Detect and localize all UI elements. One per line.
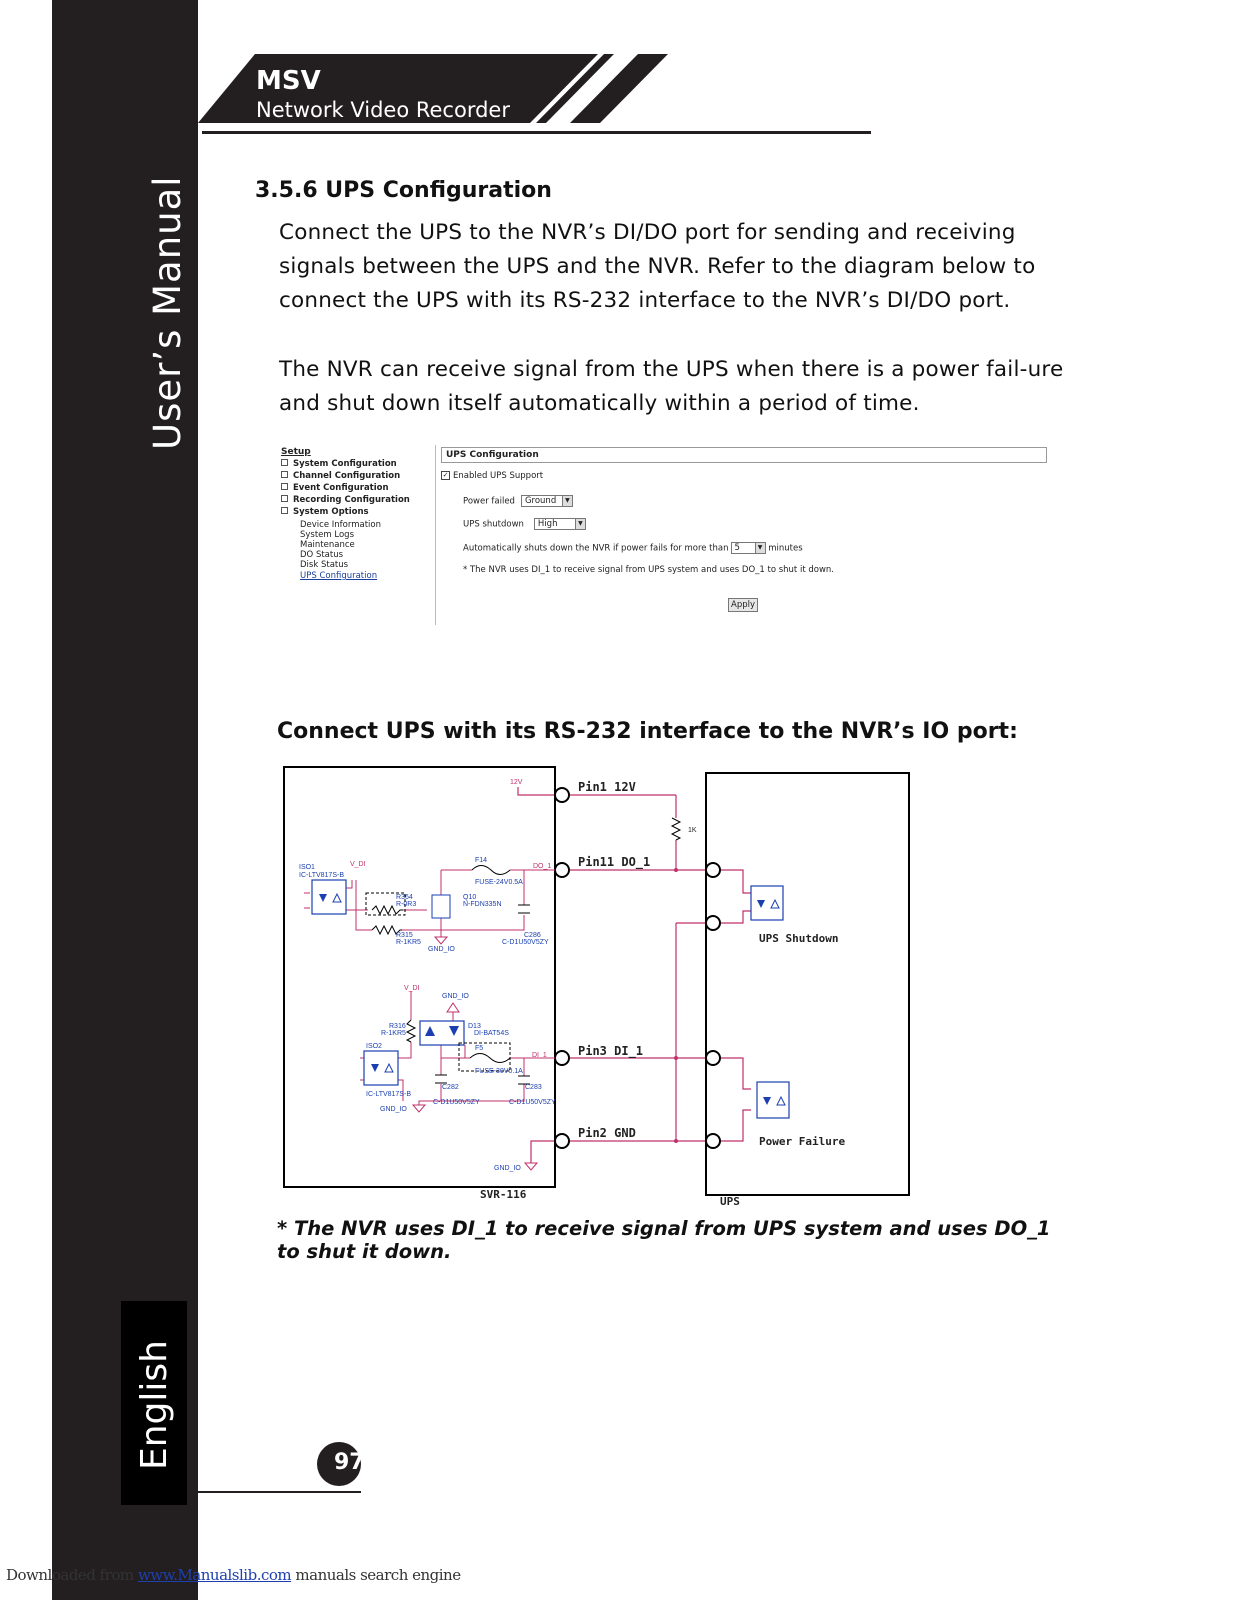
ups-note: * The NVR uses DI_1 to receive signal from UPS system and uses DO_1 to shut it down. — [463, 565, 835, 575]
r364-value: R-0R3 — [396, 901, 417, 908]
product-name: Network Video Recorder — [256, 98, 510, 122]
chevron-down-icon: ▼ — [562, 496, 572, 506]
chevron-down-icon: ▼ — [755, 543, 765, 553]
iso2-part-label: IC-LTV817S-B — [366, 1091, 411, 1098]
r364-label: R364 — [396, 894, 413, 901]
ups-shutdown-select[interactable]: High ▼ — [534, 518, 586, 530]
download-footer — [6, 1566, 461, 1584]
expand-icon — [281, 471, 288, 478]
di1-net-label: DI_1 — [532, 1052, 547, 1059]
f14-value: FUSE-24V0.5A — [475, 879, 523, 886]
iso1-part-label: IC-LTV817S-B — [299, 872, 344, 879]
footer-suffix: manuals search engine — [295, 1566, 461, 1584]
footnote: * The NVR uses DI_1 to receive signal from UPS system and uses DO_1 to shut it down. — [277, 1217, 1051, 1263]
nvr-model-label: SVR-116 — [480, 1188, 527, 1201]
d13-value: DI-BAT54S — [474, 1030, 509, 1037]
c282-value: C-D1U50V5ZY — [433, 1099, 480, 1106]
nav-item-channel-config[interactable]: Channel Configuration — [281, 471, 400, 481]
gnd-io-label-2: GND_IO — [442, 993, 469, 1000]
section-title: 3.5.6 UPS Configuration — [255, 178, 552, 203]
panel-title: UPS Configuration — [441, 447, 1047, 463]
pin1-label: Pin1 12V — [578, 780, 636, 794]
ups-config-screenshot — [279, 445, 1049, 630]
apply-button[interactable]: Apply — [728, 598, 758, 612]
r316-label: R316 — [389, 1023, 406, 1030]
q10-value: N-FDN335N — [463, 901, 502, 908]
nav-sub-disk-status[interactable]: Disk Status — [300, 560, 349, 570]
chevron-down-icon: ▼ — [575, 519, 585, 529]
c286-label: C286 — [524, 932, 541, 939]
manual-label: User’s Manual — [146, 175, 189, 450]
c286-value: C-D1U50V5ZY — [502, 939, 549, 946]
vdi-label-2: V_DI — [404, 985, 420, 992]
nav-item-system-config[interactable]: System Configuration — [281, 459, 397, 469]
gnd-io-label-4: GND_IO — [494, 1165, 521, 1172]
gnd-io-label-3: GND_IO — [380, 1106, 407, 1113]
nav-separator — [435, 445, 436, 625]
c283-value: C-D1U50V5ZY — [509, 1099, 556, 1106]
footer-rule — [198, 1491, 361, 1493]
auto-shutdown-row: Automatically shuts down the NVR if power fails for more than 5 ▼ minutes — [463, 543, 803, 554]
resistor-label: 1K — [688, 827, 697, 834]
header-rule — [202, 131, 871, 134]
c283-label: C283 — [525, 1084, 542, 1091]
nav-title: Setup — [281, 447, 311, 457]
f14-label: F14 — [475, 857, 488, 864]
nav-item-recording-config[interactable]: Recording Configuration — [281, 495, 410, 505]
supply-label: 12V — [510, 779, 523, 786]
brand-name: MSV — [256, 66, 321, 96]
nav-sub-ups-config[interactable]: UPS Configuration — [300, 571, 378, 581]
iso2-label: ISO2 — [366, 1043, 382, 1050]
expand-icon — [281, 459, 288, 466]
footer-prefix: Downloaded from — [6, 1566, 134, 1584]
ups-shutdown-label: UPS Shutdown — [759, 932, 839, 945]
nav-sub-do-status[interactable]: DO Status — [300, 550, 344, 560]
f5-label: F5 — [475, 1045, 484, 1052]
r316-value: R-1KR5 — [381, 1030, 406, 1037]
nav-sub-system-logs[interactable]: System Logs — [300, 530, 355, 540]
expand-icon — [281, 483, 288, 490]
auto-shutdown-select[interactable]: 5 ▼ — [731, 542, 766, 554]
gnd-io-label-1: GND_IO — [428, 946, 455, 953]
pin2-label: Pin2 GND — [578, 1126, 636, 1140]
q10-label: Q10 — [463, 894, 477, 901]
nav-sub-device-info[interactable]: Device Information — [300, 520, 381, 530]
language-label: English — [134, 1340, 175, 1470]
f5-value: FUSE-30V0.1A — [475, 1068, 523, 1075]
d13-label: D13 — [468, 1023, 481, 1030]
power-failed-row: Power failed Ground ▼ — [463, 495, 573, 507]
diagram-heading: Connect UPS with its RS-232 interface to the NVR’s IO port: — [277, 719, 1018, 744]
paragraph-connect: Connect the UPS to the NVR’s DI/DO port for sending and receiving signals between the UPS and the NVR. Refer to the diagram below to connect the UPS with its RS-232 interface to the NVR’s DI/DO port. — [279, 220, 1036, 313]
pin3-label: Pin3 DI_1 — [578, 1044, 644, 1058]
page-number: 97 — [334, 1450, 365, 1475]
vdi-label: V_DI — [350, 861, 366, 868]
nav-item-system-options[interactable]: System Options — [281, 507, 369, 517]
collapse-icon — [281, 507, 288, 514]
r315-value: R-1KR5 — [396, 939, 421, 946]
power-failed-select[interactable]: Ground ▼ — [521, 495, 573, 507]
ups-label: UPS — [720, 1195, 740, 1208]
enabled-ups-row[interactable]: ✓ Enabled UPS Support — [442, 471, 544, 481]
expand-icon — [281, 495, 288, 502]
c282-label: C282 — [442, 1084, 459, 1091]
enabled-ups-checkbox[interactable]: ✓ — [442, 471, 449, 479]
manualslib-link[interactable]: www.Manualslib.com — [137, 1566, 292, 1584]
iso1-label: ISO1 — [299, 864, 315, 871]
do1-net-label: DO_1 — [533, 863, 552, 870]
paragraph-shutdown: The NVR can receive signal from the UPS when there is a power fail-ure and shut down itself automatically within a period of time. — [279, 357, 1064, 416]
ups-shutdown-row: UPS shutdown High ▼ — [463, 518, 586, 530]
nav-item-event-config[interactable]: Event Configuration — [281, 483, 389, 493]
nav-sub-maintenance[interactable]: Maintenance — [300, 540, 355, 550]
pin11-label: Pin11 DO_1 — [578, 855, 651, 869]
r315-label: R315 — [396, 932, 413, 939]
wiring-diagram — [280, 765, 940, 1215]
power-failure-label: Power Failure — [759, 1135, 846, 1148]
